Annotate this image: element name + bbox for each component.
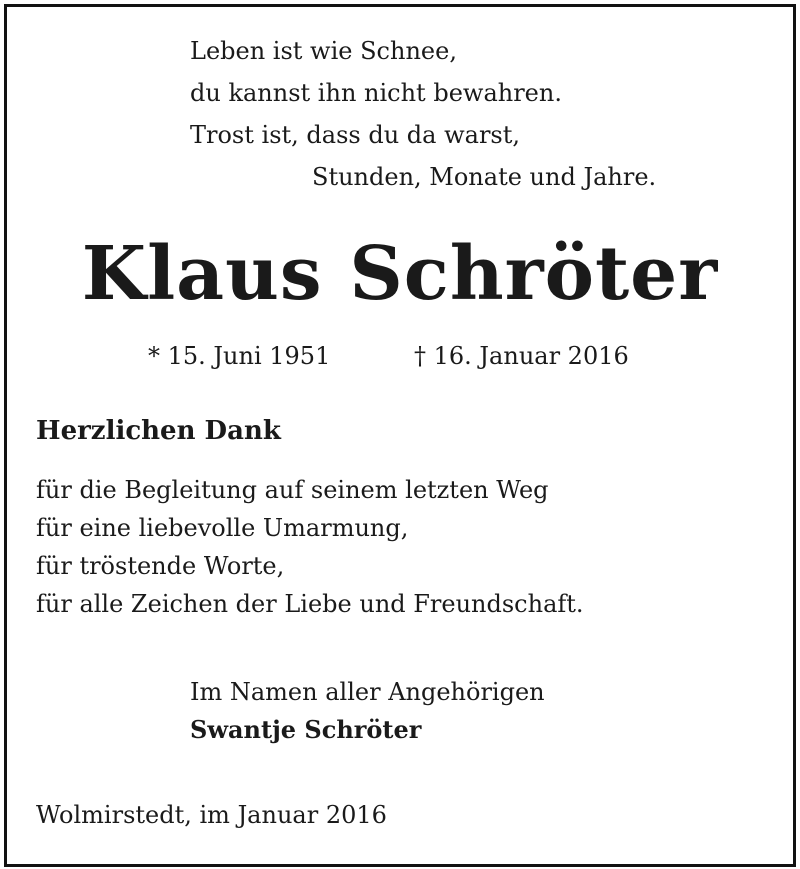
place-and-date: Wolmirstedt, im Januar 2016 bbox=[36, 801, 387, 829]
death-date: † 16. Januar 2016 bbox=[414, 342, 629, 370]
signature-intro: Im Namen aller Angehörigen bbox=[190, 678, 545, 706]
thanks-line: für tröstende Worte, bbox=[36, 552, 285, 580]
birth-date: * 15. Juni 1951 bbox=[148, 342, 331, 370]
thanks-heading: Herzlichen Dank bbox=[36, 416, 281, 446]
poem-line: Stunden, Monate und Jahre. bbox=[312, 163, 657, 191]
poem-line: Trost ist, dass du da warst, bbox=[190, 121, 521, 149]
signature-block bbox=[190, 673, 545, 749]
thanks-line: für eine liebevolle Umarmung, bbox=[36, 514, 409, 542]
poem-line: du kannst ihn nicht bewahren. bbox=[190, 79, 562, 107]
thanks-line: für alle Zeichen der Liebe und Freundschaft. bbox=[36, 590, 584, 618]
signature-name: Swantje Schröter bbox=[190, 715, 422, 744]
poem-line: Leben ist wie Schnee, bbox=[190, 37, 457, 65]
deceased-name: Klaus Schröter bbox=[81, 231, 719, 317]
thanks-text bbox=[36, 471, 584, 623]
thanks-line: für die Begleitung auf seinem letzten Weg bbox=[36, 476, 549, 504]
poem bbox=[190, 30, 656, 198]
